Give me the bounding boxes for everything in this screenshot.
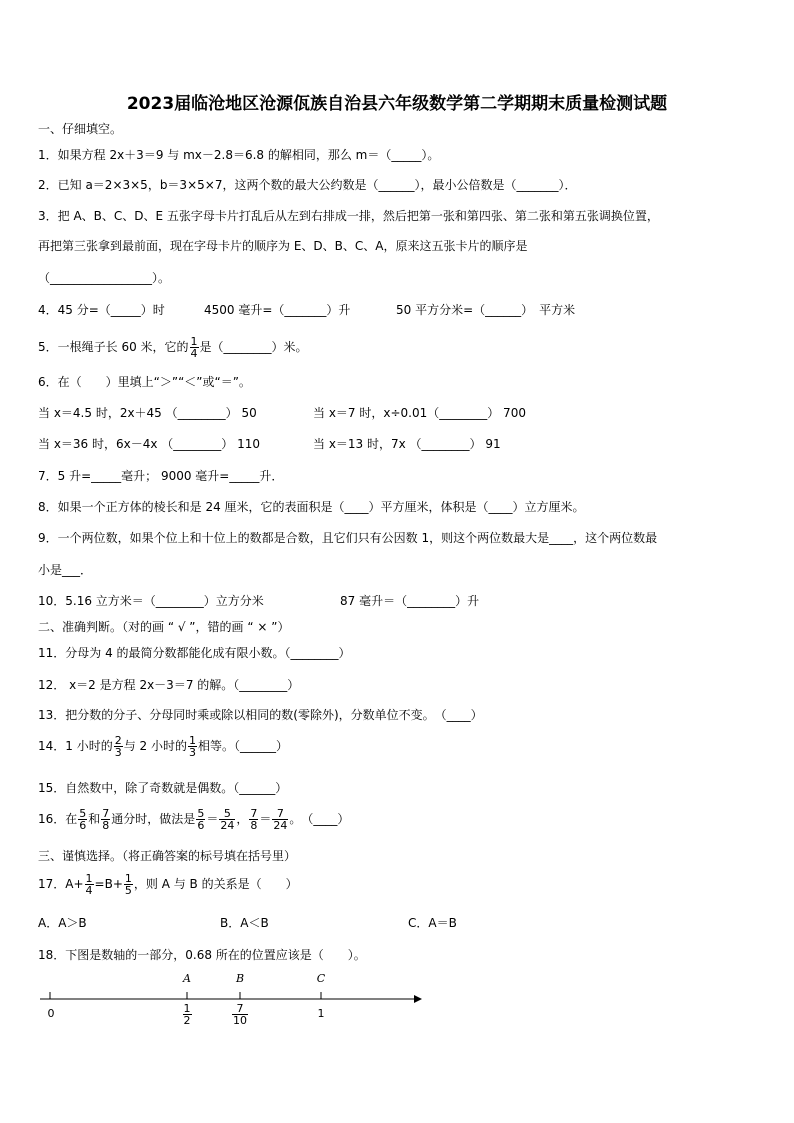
- question-6-heading: 6．在（ ）里填上“＞”“＜”或“＝”。: [38, 375, 251, 389]
- fraction-one-half: [183, 1003, 192, 1026]
- question-18: 18．下图是数轴的一部分，0.68 所在的位置应该是（ ）。: [38, 948, 366, 962]
- question-13: 13．把分数的分子、分母同时乘或除以相同的数(零除外)，分数单位不变。 （____）: [38, 708, 483, 722]
- denominator: 4: [85, 884, 93, 897]
- question-12: 12． x＝2 是方程 2x－3＝7 的解。（________）: [38, 678, 300, 692]
- question-14-text-post: 相等。（______）: [198, 739, 289, 753]
- question-17-option-b: B．A＜B: [220, 916, 269, 930]
- numerator: 5: [79, 807, 87, 820]
- numerator: 1: [190, 335, 198, 348]
- question-16-text-and: 和: [88, 812, 101, 826]
- numerator: 1: [189, 734, 196, 747]
- number-line-arrow-icon: [414, 995, 422, 1003]
- section-1-heading: 一、仔细填空。: [38, 122, 123, 136]
- question-3-line-2: 再把第三张拿到最前面，现在字母卡片的顺序为 E、D、B、C、A，原来这五张卡片的顺序是: [38, 239, 528, 253]
- question-9-line-1: 9．一个两位数，如果个位上和十位上的数都是合数，且它们只有公因数 1，则这个两位数最大是____，这个两位数最: [38, 531, 658, 545]
- fraction-seven-tenths: [232, 1003, 248, 1026]
- fraction-five-sixths-2: [196, 808, 205, 831]
- question-8: 8．如果一个正方体的棱长和是 24 厘米，它的表面积是（____）平方厘米，体积是（____）立方厘米。: [38, 500, 585, 514]
- question-16: [38, 808, 349, 831]
- denominator: 8: [250, 819, 258, 832]
- question-6-row-2b: 当 x＝13 时，7x （________） 91: [313, 437, 501, 451]
- question-6-row-2a: 当 x＝36 时，6x－4x （________） 110: [38, 437, 261, 451]
- question-3-line-1: 3．把 A、B、C、D、E 五张字母卡片打乱后从左到右排成一排，然后把第一张和第四张、第二张和第五张调换位置，: [38, 209, 659, 223]
- denominator: 10: [233, 1014, 247, 1027]
- tick-label-half: [177, 1003, 197, 1026]
- fraction-seven-eighths: [101, 808, 110, 831]
- fraction-one-quarter-2: [85, 873, 94, 896]
- denominator: 24: [220, 819, 235, 832]
- question-16-eq-2: ＝: [259, 812, 272, 826]
- denominator: 5: [124, 884, 132, 897]
- numerator: 7: [232, 1003, 248, 1015]
- page-title: 2023届临沧地区沧源佤族自治县六年级数学第二学期期末质量检测试题: [126, 94, 668, 114]
- denominator: 4: [190, 347, 198, 360]
- question-17-option-a: A．A＞B: [38, 916, 87, 930]
- point-label-b: B: [235, 972, 245, 985]
- question-17-text-mid: =B+: [94, 877, 123, 891]
- question-14-text-mid: 与 2 小时的: [123, 739, 187, 753]
- question-1: 1．如果方程 2x＋3＝9 与 mx－2.8＝6.8 的解相同，那么 m＝（_____）。: [38, 148, 440, 162]
- point-label-c: C: [316, 972, 326, 985]
- tick-label-seven-tenths: [230, 1003, 250, 1026]
- question-5: [38, 336, 308, 359]
- question-14-text-pre: 14．1 小时的: [38, 739, 113, 753]
- question-16-text-mid: 通分时，做法是: [111, 812, 196, 826]
- question-9-line-2: 小是___．: [38, 563, 93, 577]
- question-5-text-post: 是（________）米。: [199, 340, 308, 354]
- question-3-line-3: （_________________）。: [38, 271, 171, 285]
- question-10-part-b: 87 毫升＝（________）升: [340, 594, 480, 608]
- question-6-row-1b: 当 x＝7 时，x÷0.01（________） 700: [313, 406, 526, 420]
- section-2-heading: 二、准确判断。（对的画 “ √ ”，错的画 “ × ”）: [38, 620, 290, 634]
- question-11: 11．分母为 4 的最简分数都能化成有限小数。（________）: [38, 646, 351, 660]
- question-4-part-b: 4500 毫升=（_______）升: [204, 303, 351, 317]
- fraction-one-quarter: [190, 336, 199, 359]
- denominator: 8: [102, 819, 110, 832]
- fraction-two-thirds: [114, 735, 123, 758]
- tick-label-zero: 0: [47, 1007, 55, 1020]
- numerator: 1: [85, 872, 93, 885]
- fraction-seven-eighths-2: [249, 808, 258, 831]
- question-10-part-a: 10．5.16 立方米＝（________）立方分米: [38, 594, 264, 608]
- numerator: 5: [219, 808, 235, 820]
- fraction-one-fifth: [124, 873, 133, 896]
- question-2: 2．已知 a＝2×3×5，b＝3×5×7，这两个数的最大公约数是（______），最小公倍数是（_______）．: [38, 178, 577, 192]
- denominator: 6: [79, 819, 87, 832]
- numerator: 1: [124, 872, 132, 885]
- denominator: 3: [189, 746, 196, 759]
- question-4-part-a: 4．45 分=（_____）时: [38, 303, 165, 317]
- question-16-text-post: 。 （____）: [289, 812, 350, 826]
- denominator: 24: [273, 819, 288, 832]
- fraction-five-24ths: [219, 808, 235, 831]
- question-7: 7．5 升=_____毫升； 9000 毫升=_____升．: [38, 469, 284, 483]
- question-5-text-pre: 5．一根绳子长 60 米，它的: [38, 340, 189, 354]
- fraction-seven-24ths: [272, 808, 288, 831]
- question-4: [38, 302, 165, 318]
- question-14: [38, 735, 288, 758]
- question-4-part-c: 50 平方分米=（______） 平方米: [396, 303, 576, 317]
- denominator: 3: [114, 746, 122, 759]
- denominator: 6: [197, 819, 205, 832]
- numerator: 7: [272, 808, 288, 820]
- numerator: 1: [183, 1002, 191, 1015]
- numerator: 7: [250, 807, 258, 820]
- question-17-text-pre: 17．A+: [38, 877, 84, 891]
- numerator: 2: [114, 734, 122, 747]
- question-17: [38, 873, 298, 896]
- fraction-five-sixths: [78, 808, 87, 831]
- question-17-option-c: C．A＝B: [408, 916, 457, 930]
- section-3-heading: 三、谨慎选择。（将正确答案的标号填在括号里）: [38, 849, 297, 863]
- question-17-text-post: ，则 A 与 B 的关系是（ ）: [133, 877, 298, 891]
- question-16-sep: ，: [236, 812, 249, 826]
- fraction-one-third: [188, 735, 197, 758]
- tick-label-one: 1: [317, 1007, 325, 1020]
- question-16-eq-1: ＝: [206, 812, 219, 826]
- point-label-a: A: [183, 972, 191, 985]
- numerator: 7: [102, 807, 110, 820]
- question-6-row-1a: 当 x＝4.5 时，2x＋45 （________） 50: [38, 406, 257, 420]
- number-line: [0, 985, 440, 1005]
- numerator: 5: [197, 807, 205, 820]
- question-16-text-pre: 16．在: [38, 812, 78, 826]
- denominator: 2: [183, 1014, 191, 1027]
- question-15: 15．自然数中，除了奇数就是偶数。（______）: [38, 781, 288, 795]
